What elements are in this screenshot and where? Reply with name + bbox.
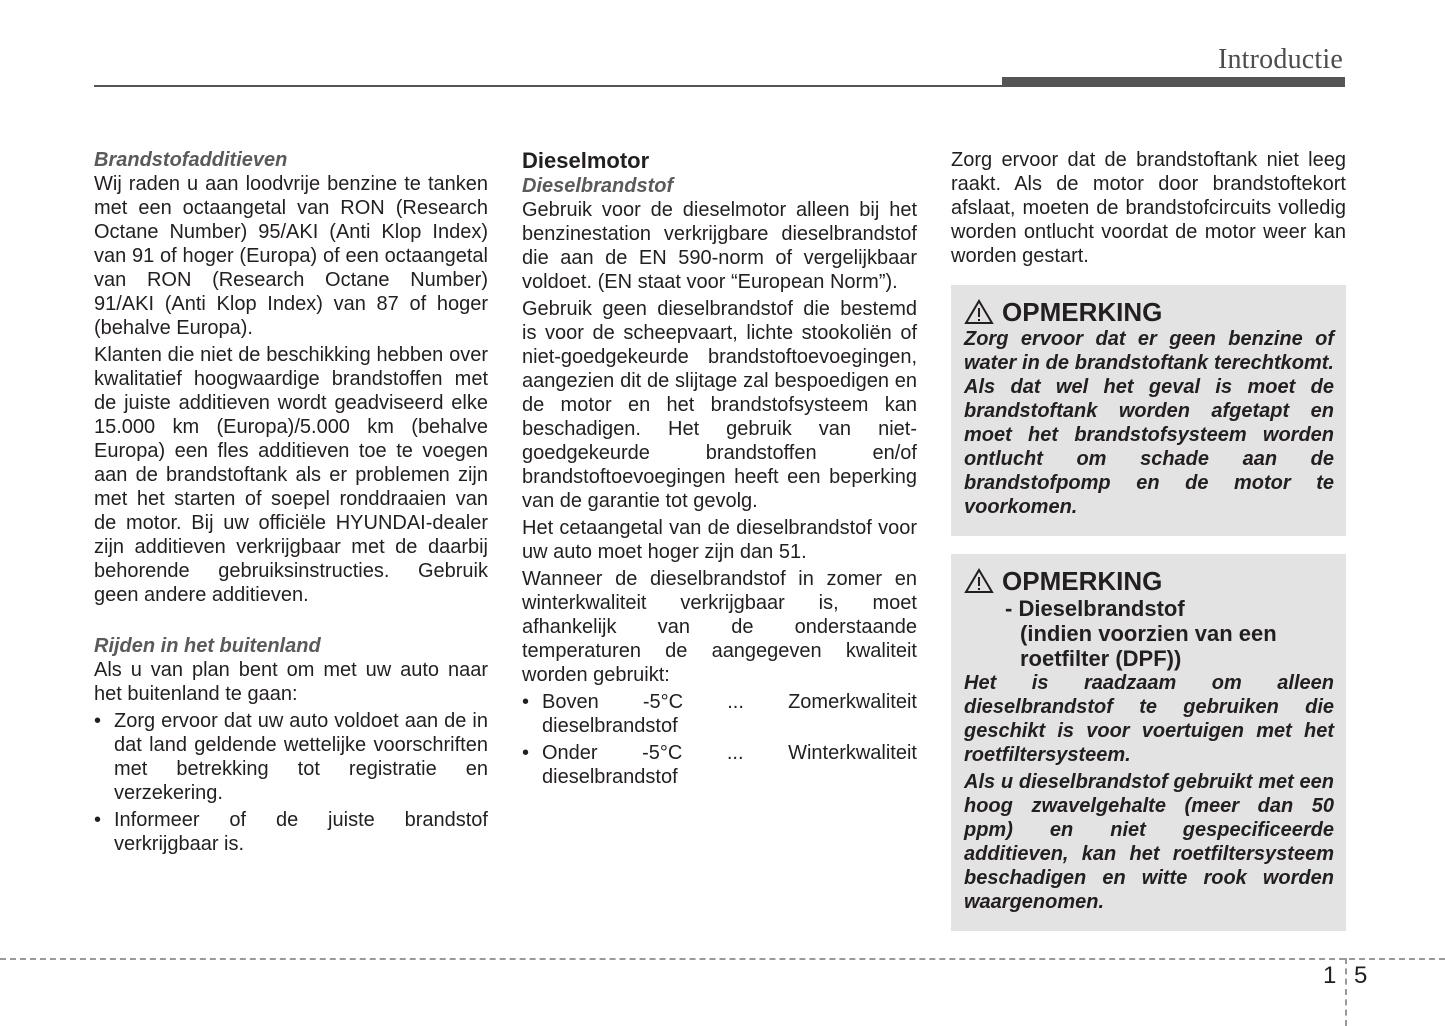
bullet-list	[522, 690, 917, 789]
column-left	[94, 148, 488, 859]
notice-title: OPMERKING	[1002, 297, 1163, 327]
bullet-list	[94, 709, 488, 856]
page-header-title: Introductie	[1217, 44, 1343, 75]
notice-subtitle: - Dieselbrandstof	[1005, 596, 1185, 621]
paragraph: Wanneer de dieselbrandstof in zomer en winterkwaliteit verkrijgbaar is, moet afhankelijk van de onderstaande temperaturen de aangegeven kwaliteit worden gebruikt:	[522, 568, 917, 686]
notice-box-dpf	[951, 554, 1346, 931]
column-right	[951, 148, 1346, 931]
paragraph: Klanten die niet de beschikking hebben over kwalitatief hoogwaardige brandstoffen met de juiste additieven wordt geadviseerd elke 15.000 km (Europa)/5.000 km (behalve Europa) een fles additieven toe te voegen aan de brandstoftank als er problemen zijn met het starten of soepel ronddraaien van de motor. Bij uw officiële HYUNDAI-dealer zijn additieven verkrijgbaar met de daarbij behorende gebruiksinstructies. Gebruik geen andere additieven.	[94, 344, 488, 606]
paragraph: Als u van plan bent om met uw auto naar het buitenland te gaan:	[94, 659, 488, 705]
page-number: 5	[1354, 962, 1368, 989]
paragraph: Zorg ervoor dat de brandstoftank niet leeg raakt. Als de motor door brandstoftekort afslaat, moeten de brandstofcircuits volledig worden ontlucht voordat de motor weer kan worden gestart.	[951, 149, 1346, 267]
paragraph: Het cetaangetal van de dieselbrandstof voor uw auto moet hoger zijn dan 51.	[522, 517, 917, 563]
notice-subtitle-detail: (indien voorzien van een roetfilter (DPF))	[1020, 621, 1277, 671]
subheading-fuel-additives: Brandstofadditieven	[94, 149, 288, 171]
list-item: • Onder -5°C ... Winterkwaliteit dieselbrandstof	[522, 741, 917, 789]
list-item: • Informeer of de juiste brandstof verkrijgbaar is.	[94, 808, 488, 856]
header-rule	[94, 85, 1002, 87]
footer-divider	[1345, 958, 1347, 1026]
list-item: • Zorg ervoor dat uw auto voldoet aan de in dat land geldende wettelijke voorschriften met betrekking tot registratie en verzekering.	[94, 709, 488, 805]
section-heading-diesel: Dieselmotor	[522, 148, 650, 173]
subheading-driving-abroad: Rijden in het buitenland	[94, 635, 321, 657]
notice-body: Zorg ervoor dat er geen benzine of water in de brandstoftank terechtkomt. Als dat wel het geval is moet de brandstoftank worden afgetapt en moet het brandstofsysteem worden ontlucht om schade aan de brandstofpomp en de motor te voorkomen.	[964, 328, 1334, 518]
column-middle	[522, 148, 917, 792]
paragraph: Wij raden u aan loodvrije benzine te tanken met een octaangetal van RON (Research Octane Number) 95/AKI (Anti Klop Index) van 91 of hoger (Europa) of een octaangetal van RON (Research Octane Number) 91/AKI (Anti Klop Index) van 87 of hoger (behalve Europa).	[94, 173, 488, 339]
warning-triangle-icon	[964, 299, 994, 325]
paragraph: Gebruik voor de dieselmotor alleen bij het benzinestation verkrijgbare dieselbrandstof die aan de EN 590-norm of vergelijkbaar voldoet. (EN staat voor “European Norm”).	[522, 199, 917, 293]
notice-body: Als u dieselbrandstof gebruikt met een hoog zwavelgehalte (meer dan 50 ppm) en niet gespecificeerde additieven, kan het roetfiltersysteem beschadigen en witte rook worden waargenomen.	[964, 771, 1334, 913]
warning-triangle-icon	[964, 568, 994, 594]
notice-body: Het is raadzaam om alleen dieselbrandstof te gebruiken die geschikt is voor voertuigen met het roetfiltersysteem.	[964, 672, 1334, 766]
notice-title: OPMERKING	[1002, 566, 1163, 596]
subheading-diesel-fuel: Dieselbrandstof	[522, 175, 674, 197]
notice-box	[951, 285, 1346, 536]
chapter-number: 1	[1323, 962, 1337, 989]
paragraph: Gebruik geen dieselbrandstof die bestemd is voor de scheepvaart, lichte stookoliën of niet-goedgekeurde brandstoftoevoegingen, aangezien dit de slijtage zal bespoedigen en de motor en het brandstofsysteem kan beschadigen. Het gebruik van niet-goedgekeurde brandstoffen en/of brandstoftoevoegingen heeft een beperking van de garantie tot gevolg.	[522, 298, 917, 512]
footer-rule	[0, 958, 1445, 960]
list-item: • Boven -5°C ... Zomerkwaliteit dieselbrandstof	[522, 690, 917, 738]
header-rule-accent	[1002, 77, 1345, 87]
